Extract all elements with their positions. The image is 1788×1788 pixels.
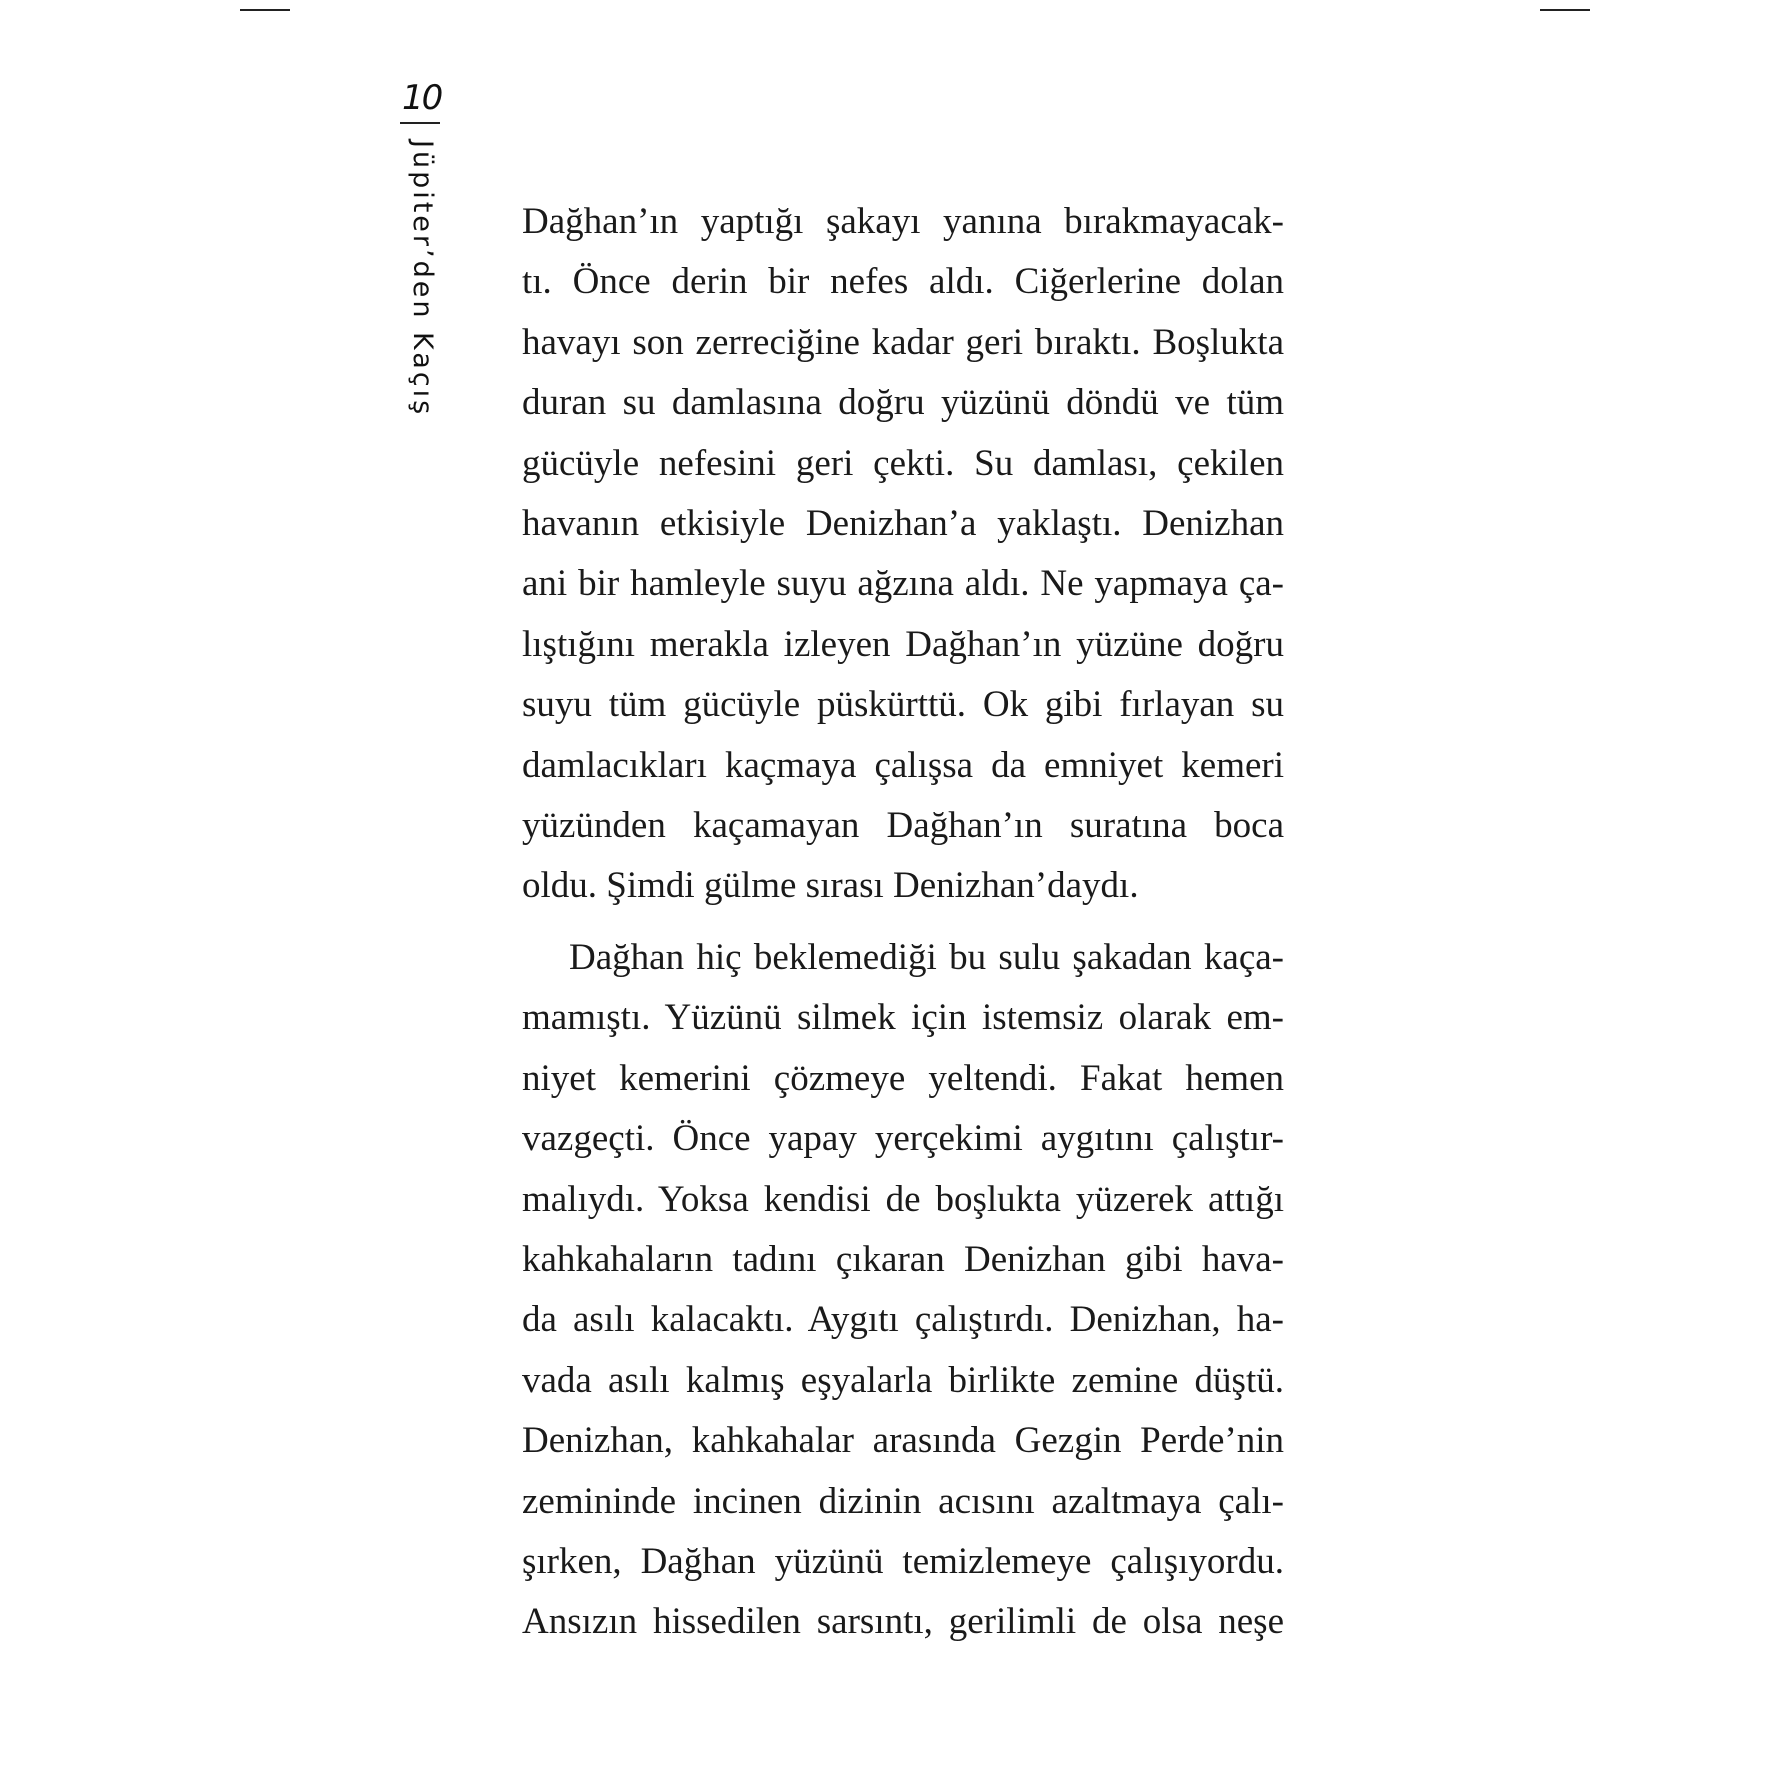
text-line: suyu tüm gücüyle püskürttü. Ok gibi fırlayan su — [522, 684, 1284, 726]
text-line: vada asılı kalmış eşyalarla birlikte zemine düştü. — [522, 1359, 1284, 1401]
crop-mark-left — [240, 9, 290, 11]
text-line: duran su damlasına doğru yüzünü döndü ve tüm — [522, 382, 1284, 424]
text-line: Dağhan hiç beklemediği bu sulu şakadan kaça- — [569, 936, 1284, 978]
text-line: kahkahaların tadını çıkaran Denizhan gibi hava- — [522, 1238, 1284, 1280]
text-line: havayı son zerreciğine kadar geri bıraktı. Boşlukta — [522, 321, 1284, 363]
text-line: damlacıkları kaçmaya çalışsa da emniyet kemeri — [522, 744, 1284, 786]
text-line: oldu. Şimdi gülme sırası Denizhan’daydı. — [522, 865, 1139, 907]
text-line: ani bir hamleyle suyu ağzına aldı. Ne yapmaya ça- — [522, 563, 1284, 605]
text-line: lıştığını merakla izleyen Dağhan’ın yüzüne doğru — [522, 623, 1284, 665]
page-number: 10 — [402, 78, 442, 118]
text-line: zemininde incinen dizinin acısını azaltmaya çalı- — [522, 1480, 1284, 1522]
text-line: vazgeçti. Önce yapay yerçekimi aygıtını çalıştır- — [522, 1118, 1284, 1160]
text-line: tı. Önce derin bir nefes aldı. Ciğerlerine dolan — [522, 261, 1284, 303]
text-line: niyet kemerini çözmeye yeltendi. Fakat hemen — [522, 1057, 1284, 1099]
text-line: mamıştı. Yüzünü silmek için istemsiz olarak em- — [522, 997, 1284, 1039]
body-text — [522, 192, 1284, 1653]
text-line: yüzünden kaçamayan Dağhan’ın suratına boca — [522, 805, 1284, 847]
text-line: malıydı. Yoksa kendisi de boşlukta yüzerek attığı — [522, 1178, 1284, 1220]
text-line: şırken, Dağhan yüzünü temizlemeye çalışıyordu. — [522, 1540, 1284, 1582]
crop-mark-right — [1540, 9, 1590, 11]
text-line: Dağhan’ın yaptığı şakayı yanına bırakmayacak- — [522, 201, 1284, 242]
page-number-rule — [400, 122, 440, 124]
text-line: gücüyle nefesini geri çekti. Su damlası, çekilen — [522, 442, 1284, 484]
text-line: da asılı kalacaktı. Aygıtı çalıştırdı. Denizhan, ha- — [522, 1299, 1284, 1341]
text-line: Denizhan, kahkahalar arasında Gezgin Perde’nin — [522, 1420, 1284, 1462]
paragraph-2 — [522, 928, 1284, 1653]
text-line: Ansızın hissedilen sarsıntı, gerilimli de olsa neşe — [522, 1601, 1284, 1643]
paragraph-1 — [522, 192, 1284, 917]
running-title: Jüpiter’den Kaçış — [407, 140, 438, 418]
text-line: havanın etkisiyle Denizhan’a yaklaştı. Denizhan — [522, 503, 1284, 545]
